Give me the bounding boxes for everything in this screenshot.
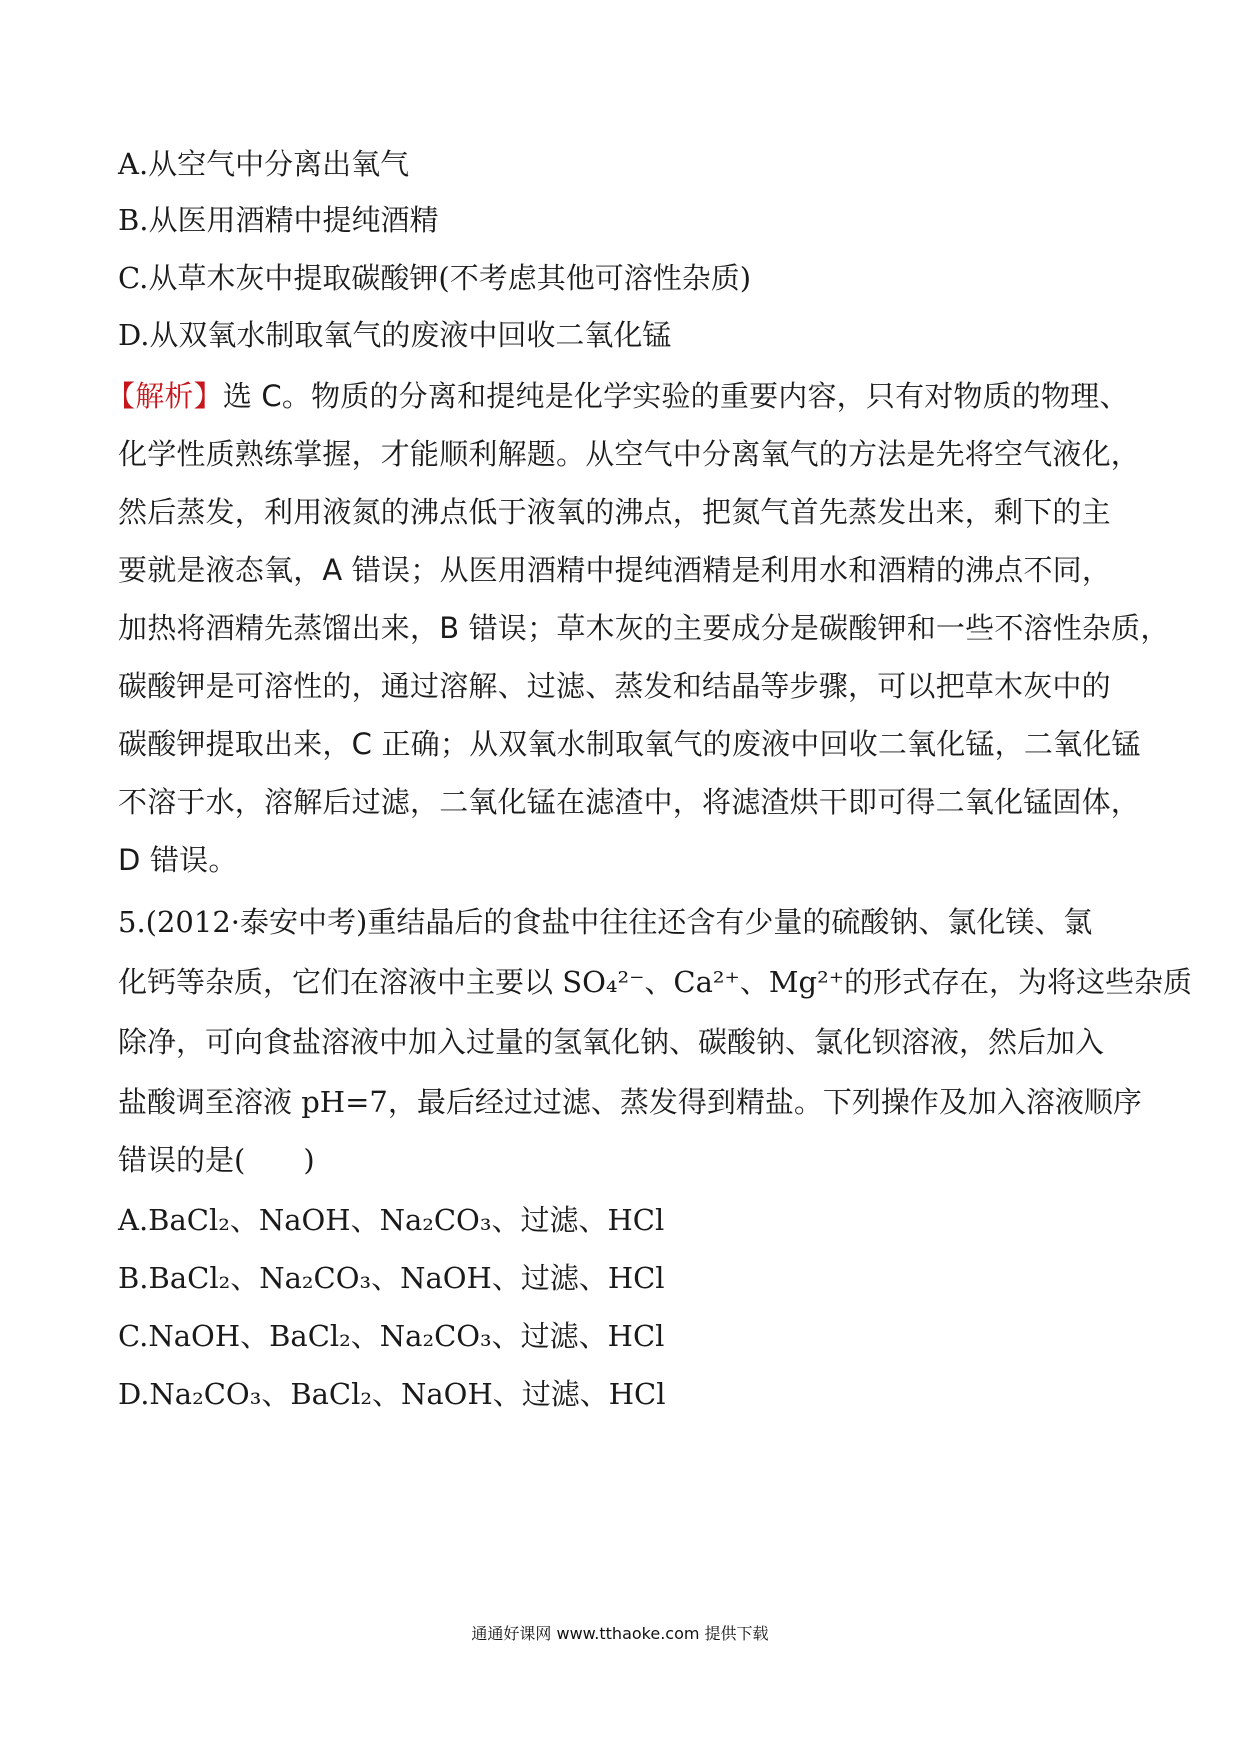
analysis-line-5: 加热将酒精先蒸馏出来，B 错误；草木灰的主要成分是碳酸钾和一些不溶性杂质， [118,611,1170,645]
q5-stem-line-4: 盐酸调至溶液 pH=7，最后经过过滤、蒸发得到精盐。下列操作及加入溶液顺序 [118,1085,1142,1119]
q5-option-d: D.Na₂CO₃、BaCl₂、NaOH、过滤、HCl [118,1377,666,1411]
analysis-line-9: D 错误。 [118,843,238,877]
q4-option-c: C.从草木灰中提取碳酸钾(不考虑其他可溶性杂质) [118,261,752,295]
analysis-line-1 [106,376,1129,416]
q4-option-b: B.从医用酒精中提纯酒精 [118,203,439,237]
q4-option-d: D.从双氧水制取氧气的废液中回收二氧化锰 [118,318,672,352]
page-footer: 通通好课网 www.tthaoke.com 提供下载 [471,1624,769,1643]
q5-option-b: B.BaCl₂、Na₂CO₃、NaOH、过滤、HCl [118,1261,665,1295]
q5-stem-line-2: 化钙等杂质，它们在溶液中主要以 SO₄²⁻、Ca²⁺、Mg²⁺的形式存在，为将这些杂质 [118,965,1193,999]
analysis-line-6: 碳酸钾是可溶性的，通过溶解、过滤、蒸发和结晶等步骤，可以把草木灰中的 [118,669,1111,703]
analysis-line-2: 化学性质熟练掌握，才能顺利解题。从空气中分离氧气的方法是先将空气液化， [118,437,1141,471]
analysis-text: 选 C。物质的分离和提纯是化学实验的重要内容，只有对物质的物理、 [222,379,1129,413]
analysis-tag: 【解析】 [106,379,223,413]
q5-stem-line-1: 5.(2012·泰安中考)重结晶后的食盐中往往还含有少量的硫酸钠、氯化镁、氯 [118,905,1093,939]
analysis-line-3: 然后蒸发，利用液氮的沸点低于液氧的沸点，把氮气首先蒸发出来，剩下的主 [118,495,1111,529]
analysis-line-8: 不溶于水，溶解后过滤，二氧化锰在滤渣中，将滤渣烘干即可得二氧化锰固体， [118,785,1141,819]
q5-stem-line-3: 除净，可向食盐溶液中加入过量的氢氧化钠、碳酸钠、氯化钡溶液，然后加入 [118,1025,1105,1059]
analysis-line-7: 碳酸钾提取出来，C 正确；从双氧水制取氧气的废液中回收二氧化锰，二氧化锰 [118,727,1141,761]
q5-option-a: A.BaCl₂、NaOH、Na₂CO₃、过滤、HCl [118,1203,665,1237]
q5-stem-line-5: 错误的是( ) [118,1143,315,1177]
q5-option-c: C.NaOH、BaCl₂、Na₂CO₃、过滤、HCl [118,1319,665,1353]
analysis-line-4: 要就是液态氧，A 错误；从医用酒精中提纯酒精是利用水和酒精的沸点不同， [118,553,1112,587]
q4-option-a: A.从空气中分离出氧气 [118,147,410,181]
